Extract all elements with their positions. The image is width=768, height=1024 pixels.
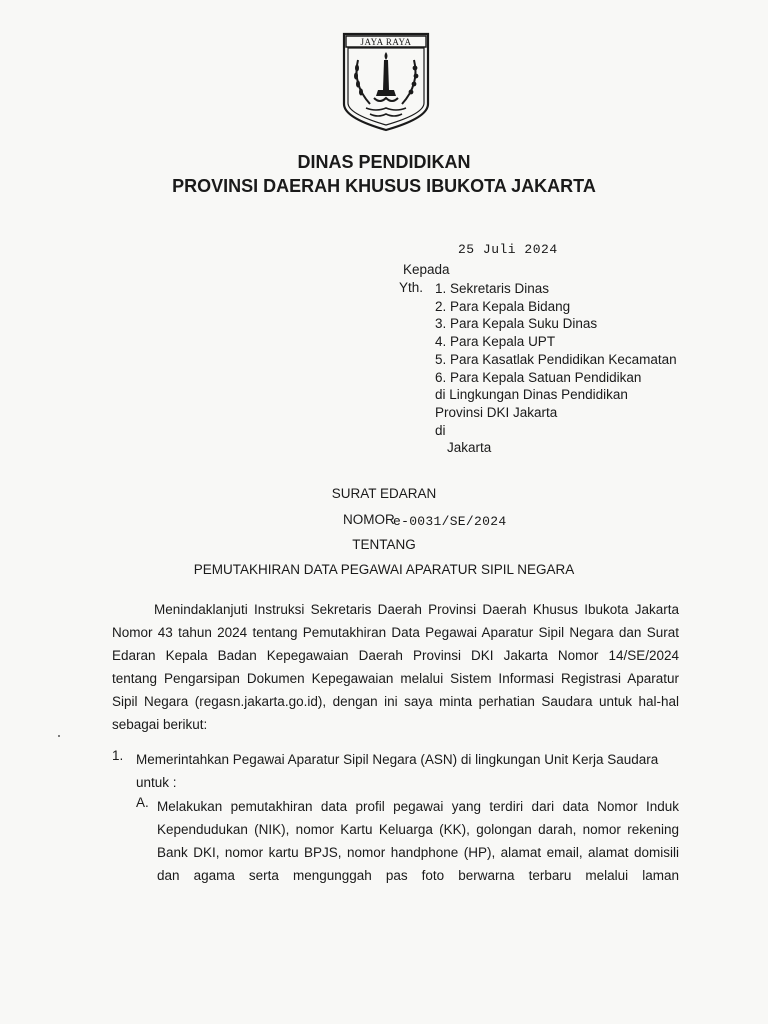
paragraph-line: Menindaklanjuti Instruksi Sekretaris Daerah Provinsi Daerah Khusus Ibukota Jakarta [154,602,679,617]
paragraph-line: Edaran Kepala Badan Kepegawaian Daerah Provinsi DKI Jakarta Nomor 14/SE/2024 [112,648,679,663]
sublist-item-label: A. [136,795,149,810]
list-item-text [136,748,679,794]
paragraph-line: Nomor 43 tahun 2024 tentang Pemutakhiran Data Pegawai Aparatur Sipil Negara dan Surat [112,625,679,640]
nomor-label: NOMOR [343,512,395,527]
sublist-item-line: Bank DKI, nomor kartu BPJS, nomor handphone (HP), alamat email, alamat domisili [157,845,679,860]
jakarta-coat-of-arms-logo [340,32,432,132]
recipient-di: di [435,422,446,438]
sublist-item-text [157,795,679,887]
recipient-item: 6. Para Kepala Satuan Pendidikan [435,369,642,385]
recipient-item: 2. Para Kepala Bidang [435,298,571,314]
sublist-item-line: Kependudukan (NIK), nomor Kartu Keluarga (KK), golongan darah, nomor rekening [157,822,679,837]
recipient-province: Provinsi DKI Jakarta [435,404,558,420]
recipient-city: Jakarta [447,440,492,456]
sublist-item-line: Melakukan pemutakhiran data profil pegawai yang terdiri dari data Nomor Induk [157,799,679,814]
yth-label: Yth. [399,280,424,295]
paragraph-line: Sipil Negara (regasn.jakarta.go.id), dengan ini saya minta perhatian Saudara untuk hal-hal [112,694,679,709]
recipient-list [435,280,677,457]
addressee-label: Kepada [403,262,450,277]
list-item-number: 1. [112,748,124,763]
scan-speck [58,735,60,737]
recipient-item: 3. Para Kepala Suku Dinas [435,316,598,332]
paragraph-line: tentang Pengarsipan Dokumen Kepegawaian melalui Sistem Informasi Registrasi Aparatur [112,671,679,686]
recipient-scope: di Lingkungan Dinas Pendidikan [435,387,628,403]
recipient-item: 4. Para Kepala UPT [435,334,556,350]
circular-title: SURAT EDARAN [331,486,437,501]
sublist-item-line: dan agama serta mengunggah pas foto berwarna terbaru melalui laman [157,868,679,883]
tentang-label: TENTANG [352,537,416,552]
recipient-item: 5. Para Kasatlak Pendidikan Kecamatan [435,351,677,367]
letterhead-province: PROVINSI DAERAH KHUSUS IBUKOTA JAKARTA [172,176,596,196]
logo-motto: JAYA RAYA [360,37,412,47]
opening-paragraph [112,598,679,736]
letter-date: 25 Juli 2024 [458,242,558,257]
list-item-line: Memerintahkan Pegawai Aparatur Sipil Negara (ASN) di lingkungan Unit Kerja Saudara [136,752,659,767]
list-item-line: untuk : [136,775,177,790]
nomor-value: e-0031/SE/2024 [393,514,507,529]
letterhead-agency: DINAS PENDIDIKAN [297,152,471,172]
letterhead [0,150,768,198]
paragraph-line: sebagai berikut: [112,717,208,732]
recipient-item: 1. Sekretaris Dinas [435,281,550,296]
circular-subject: PEMUTAKHIRAN DATA PEGAWAI APARATUR SIPIL NEGARA [193,562,575,577]
